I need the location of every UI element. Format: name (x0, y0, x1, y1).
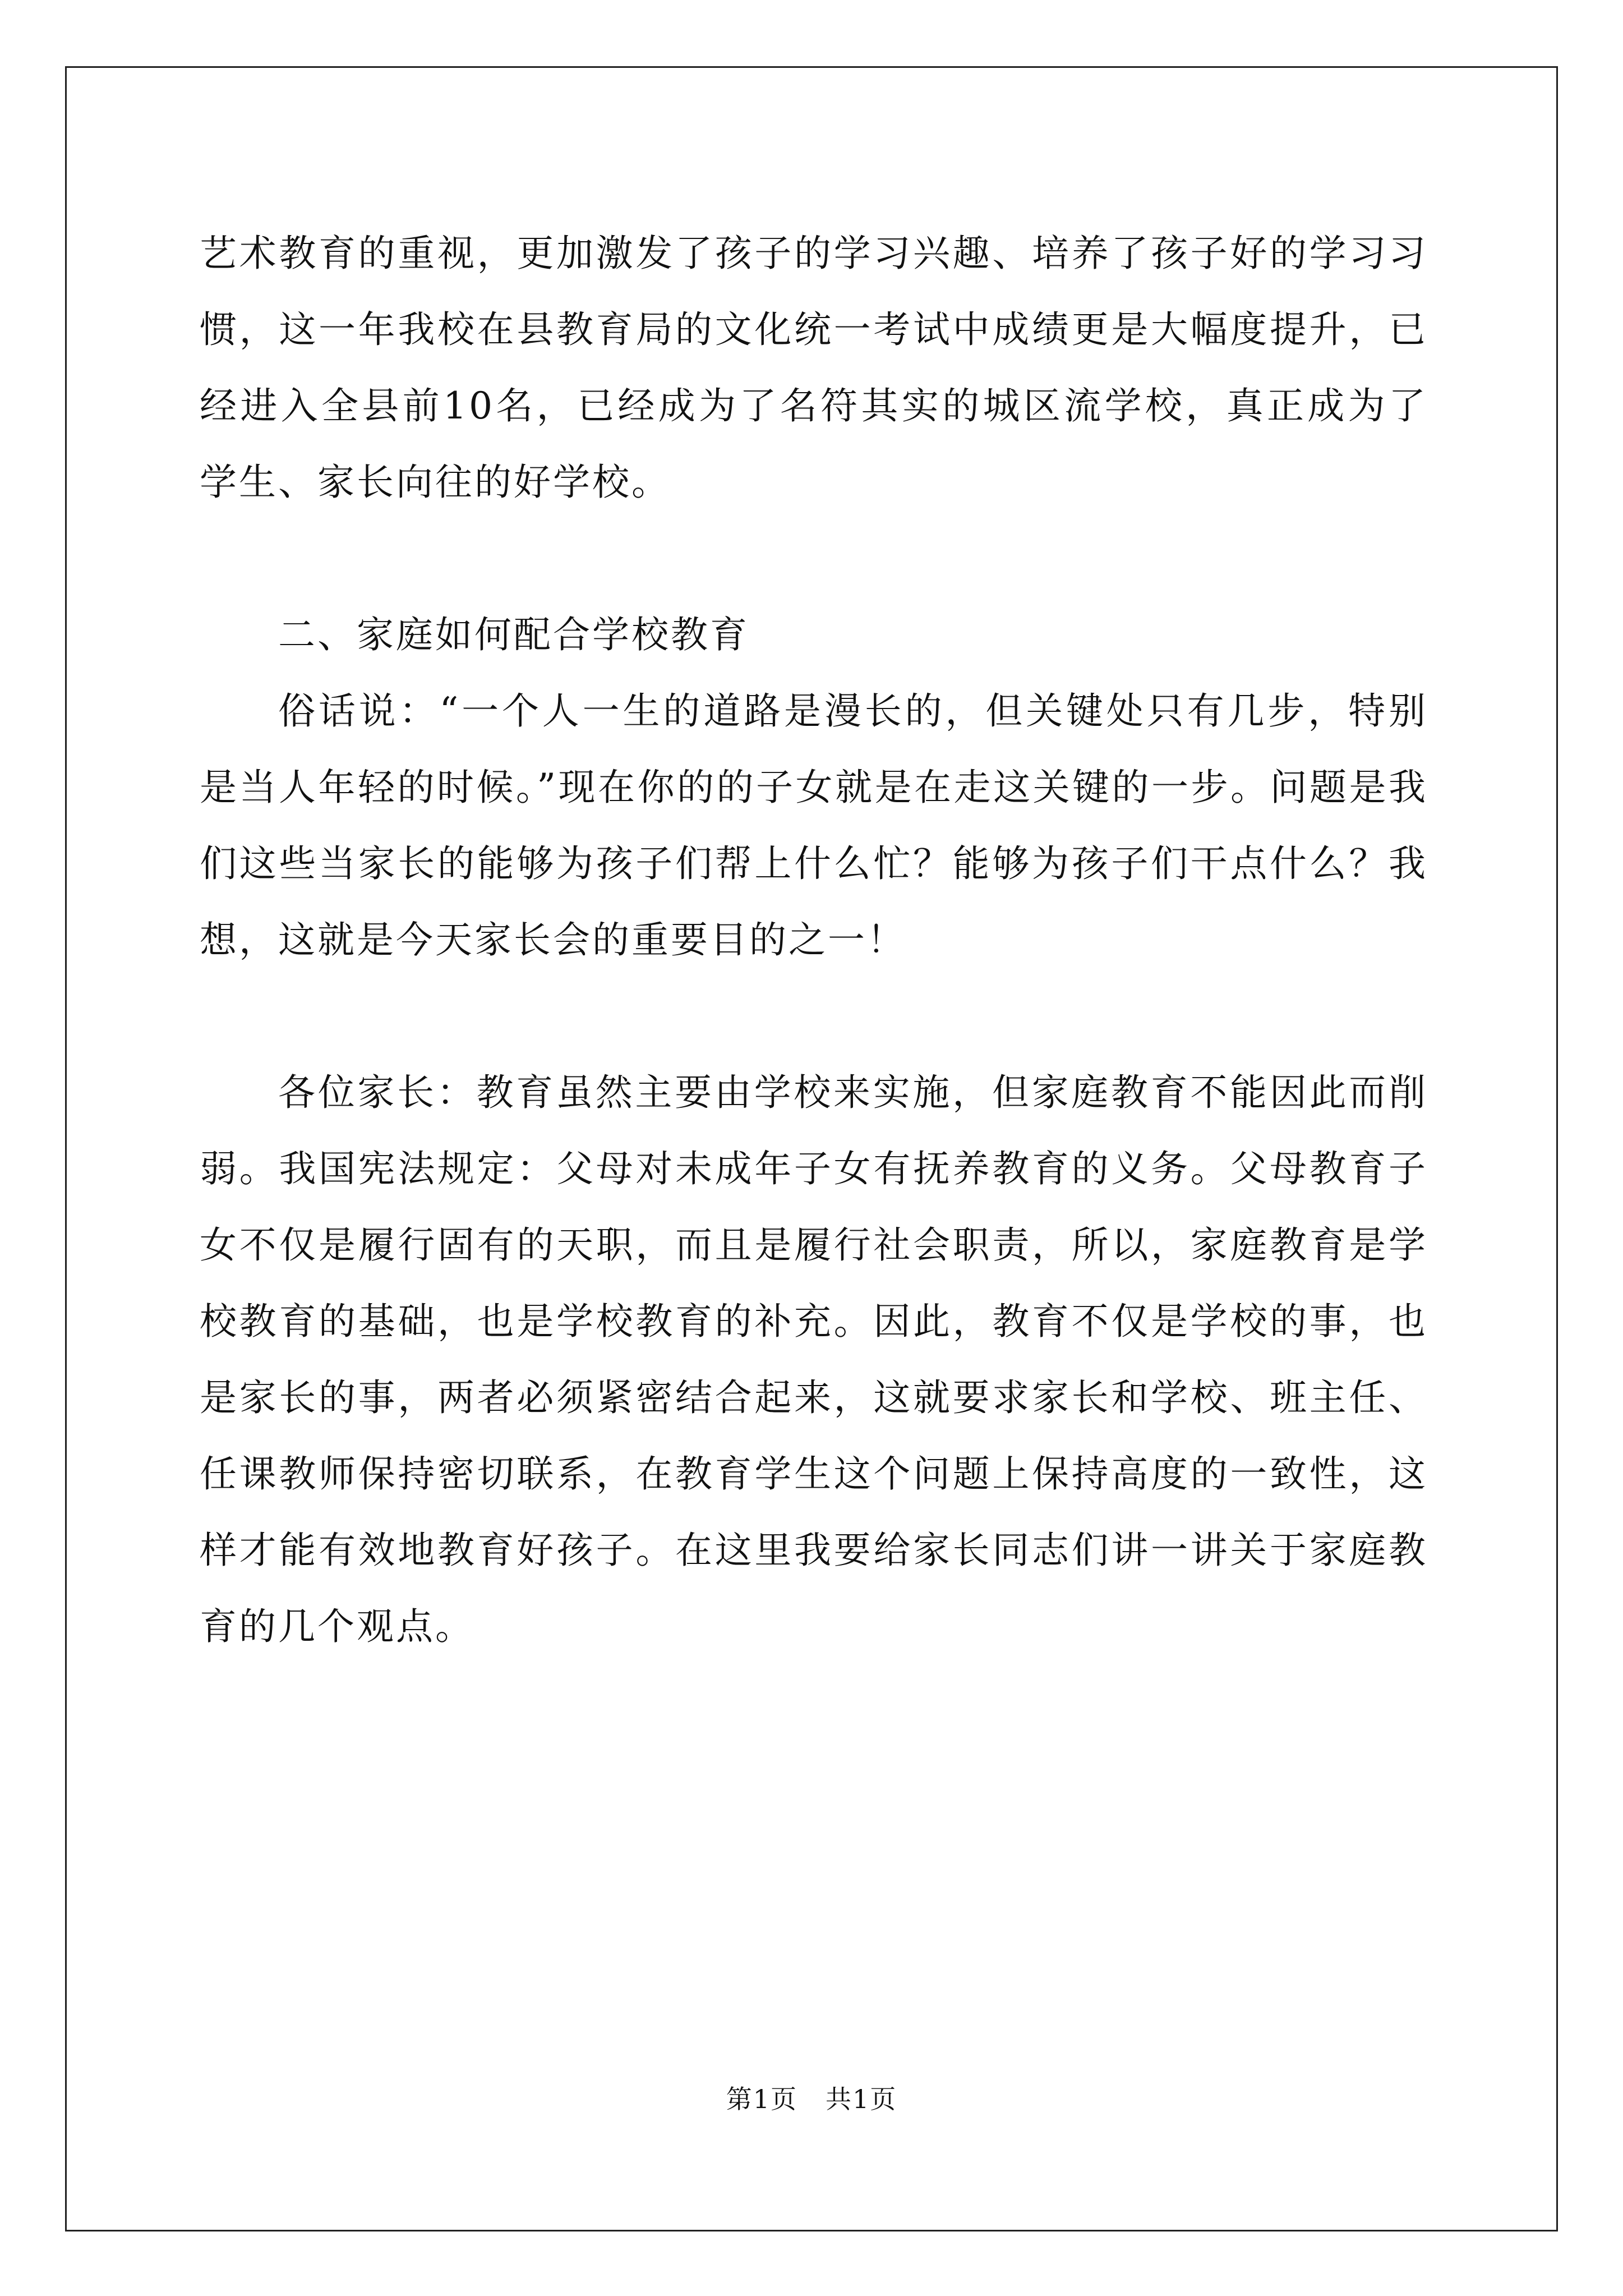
page-total: 共1页 (826, 2084, 897, 2114)
page-number: 第1页 (726, 2084, 797, 2114)
paragraph-continuation: 艺术教育的重视，更加激发了孩子的学习兴趣、培养了孩子好的学习习惯，这一年我校在县教育局的文化统一考试中成绩更是大幅度提升，已经进入全县前10名，已经成为了名符其实的城区流学校，真正成为了学生、家长向往的好学校。 (200, 232, 1428, 504)
page-footer (0, 2079, 1623, 2116)
paragraph-proverb: 俗话说：“一个人一生的道路是漫长的，但关键处只有几步，特别是当人年轻的时候。”现在你的的子女就是在走这关键的一步。问题是我们这些当家长的能够为孩子们帮上什么忙？能够为孩子们干点什么？我想，这就是今天家长会的重要目的之一！ (200, 689, 1428, 961)
document-body (200, 215, 1428, 1741)
section-heading: 二、家庭如何配合学校教育 (278, 613, 749, 656)
paragraph-family-education: 各位家长：教育虽然主要由学校来实施，但家庭教育不能因此而削弱。我国宪法规定：父母对未成年子女有抚养教育的义务。父母教育子女不仅是履行固有的天职，而且是履行社会职责，所以，家庭教育是学校教育的基础，也是学校教育的补充。因此，教育不仅是学校的事，也是家长的事，两者必须紧密结合起来，这就要求家长和学校、班主任、任课教师保持密切联系，在教育学生这个问题上保持高度的一致性，这样才能有效地教育好孩子。在这里我要给家长同志们讲一讲关于家庭教育的几个观点。 (200, 1071, 1428, 1648)
